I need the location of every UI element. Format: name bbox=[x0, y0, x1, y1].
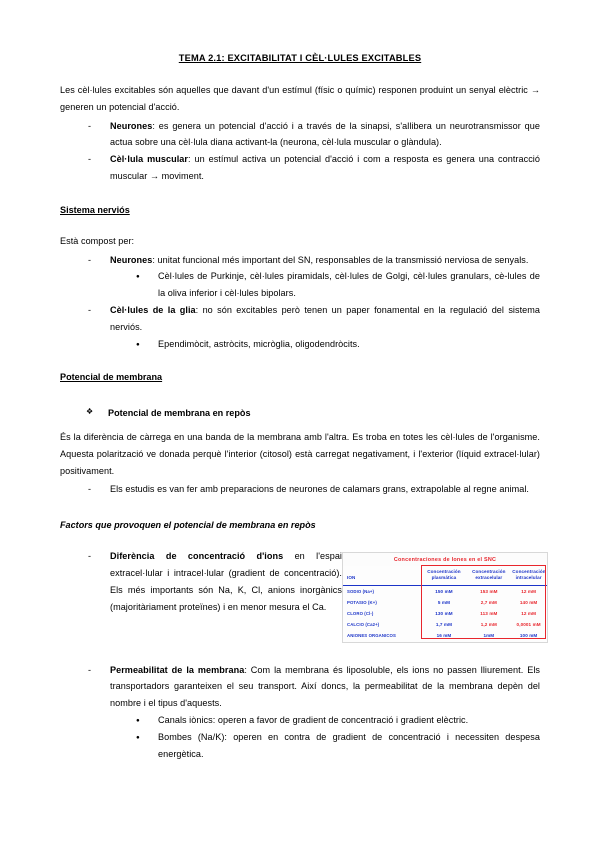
table-row bbox=[343, 630, 547, 641]
permeability-bullet-list bbox=[60, 662, 540, 763]
column-header-intracellular: Concentración intracelular bbox=[512, 569, 546, 580]
bullet-text: : Com la membrana és liposoluble, els ions no passen lliurement. Els transportadors garanteixen el seu transport. Així doncs, la permeabilitat de la membrana depèn del nombre i el tipus d'aquests. bbox=[110, 664, 540, 709]
ion-concentration-figure bbox=[342, 552, 548, 643]
cell-ion: ANIONES ORGANICOS bbox=[347, 633, 396, 639]
cell-ion: SODIO (Na+) bbox=[347, 588, 375, 594]
column-header-ion: ION bbox=[347, 574, 356, 580]
spacer bbox=[60, 422, 540, 429]
list-item: ● Canals iònics: operen a favor de gradient de concentració i gradient elèctric. bbox=[134, 712, 540, 729]
list-item: ● Bombes (Na/K): operen en contra de gradient de concentració i necessiten despesa energètica. bbox=[134, 729, 540, 763]
cell-intracellular: 12 mM bbox=[521, 611, 537, 617]
table-row bbox=[343, 608, 547, 619]
cell-intracellular: 0,0001 mM bbox=[516, 622, 541, 628]
heading-sistema-nervios: Sistema nerviós bbox=[60, 204, 130, 215]
heading-factors: Factors que provoquen el potencial de membrana en repòs bbox=[60, 520, 316, 531]
spacer bbox=[60, 534, 540, 548]
list-item bbox=[86, 548, 342, 615]
list-item: ● Cèl·lules de Purkinje, cèl·lules piramidals, cèl·lules de Golgi, cèl·lules granulars, cè-lules de la oliva inferior i cèl·lules bipolars. bbox=[134, 268, 540, 302]
cell-plasma: 130 mM bbox=[435, 611, 453, 617]
list-item bbox=[86, 118, 540, 152]
list-item bbox=[86, 151, 540, 185]
cell-plasma: 150 mM bbox=[435, 588, 453, 594]
cell-extracellular: 1,2 mM bbox=[480, 622, 497, 628]
table-row bbox=[343, 597, 547, 608]
bullet-text: : un estímul activa un potencial d'acció i com a resposta es genera una contracció muscular → moviment. bbox=[110, 154, 540, 182]
cell-extracellular: 2,7 mM bbox=[480, 599, 497, 605]
membrane-bullet-list bbox=[60, 481, 540, 498]
cell-extracellular: 153 mM bbox=[480, 588, 498, 594]
bullet-label: Neurones bbox=[110, 120, 153, 131]
cell-intracellular: 12 mM bbox=[521, 588, 537, 594]
nervous-system-bullet-list bbox=[60, 252, 540, 353]
bullet-label: Permeabilitat de la membrana bbox=[110, 664, 245, 675]
spacer bbox=[60, 498, 540, 517]
table-header-row bbox=[343, 566, 547, 585]
bullet-text: en l'espai extracel·lular i intracel·lular (gradient de concentració). Els més importants són Na, K, Cl, anions inorgànics (majoritàriament proteïnes) i en menor mesura el Ca. bbox=[110, 551, 342, 612]
column-header-plasma: Concentración plasmática bbox=[427, 569, 461, 580]
ion-table-figure-column bbox=[342, 548, 548, 643]
cell-intracellular: 100 mM bbox=[519, 633, 538, 639]
cell-ion: CALCIO (Ca2+) bbox=[347, 622, 380, 628]
cell-extracellular: 1mM bbox=[483, 633, 495, 639]
spacer bbox=[60, 386, 540, 405]
bullet-label: Neurones bbox=[110, 254, 153, 265]
bullet-label: Cèl·lula muscular bbox=[110, 154, 188, 165]
bullet-text: : unitat funcional més important del SN, responsables de la transmissió nerviosa de senyals. bbox=[152, 254, 529, 265]
cell-intracellular: 140 mM bbox=[519, 599, 538, 605]
ion-concentration-table bbox=[343, 566, 547, 642]
cell-ion: CLORO (Cl-) bbox=[347, 611, 374, 617]
nervous-system-sublist bbox=[110, 336, 540, 353]
intro-bullet-list bbox=[60, 118, 540, 185]
cell-plasma: 1,7 mM bbox=[435, 622, 453, 628]
factors-bullet-list bbox=[60, 548, 342, 615]
nervous-system-sublist bbox=[110, 268, 540, 302]
cell-plasma: 5 mM bbox=[437, 599, 451, 605]
table-row bbox=[343, 585, 547, 597]
nervous-system-lead: Està compost per: bbox=[60, 235, 135, 246]
page-title: TEMA 2.1: EXCITABILITAT I CÈL·LULES EXCITABLES bbox=[178, 53, 422, 63]
membrane-diamond-list bbox=[60, 405, 540, 422]
list-item: ● Ependimòcit, astròcits, micròglia, oligodendròcits. bbox=[134, 336, 540, 353]
ion-table-title: Concentraciones de Iones en el SNC bbox=[343, 553, 547, 566]
spacer bbox=[60, 643, 540, 662]
cell-plasma: 16 mM bbox=[436, 633, 452, 639]
column-header-extracellular: Concentración extracelular bbox=[472, 569, 506, 580]
spacer bbox=[60, 219, 540, 233]
factors-figure-row bbox=[60, 548, 546, 643]
cell-ion: POTASIO (K+) bbox=[347, 599, 377, 605]
intro-paragraph: Les cèl·lules excitables són aquelles que davant d'un estímul (físic o químic) responen produint un senyal elèctric → generen un potencial d'acció. bbox=[60, 85, 540, 112]
factors-text-column bbox=[60, 548, 342, 615]
list-item bbox=[86, 302, 540, 352]
table-row bbox=[343, 619, 547, 630]
bullet-label: Diferència de concentració d'ions bbox=[110, 551, 284, 562]
heading-potencial-de-membrana: Potencial de membrana bbox=[60, 372, 163, 383]
list-item: ❖ Potencial de membrana en repòs bbox=[86, 405, 540, 422]
cell-extracellular: 113 mM bbox=[480, 611, 498, 617]
list-item bbox=[86, 252, 540, 302]
list-item bbox=[86, 662, 540, 763]
membrane-paragraph: És la diferència de càrrega en una banda de la membrana amb l'altra. Es troba en totes les cèl·lules de l'organisme. Aquesta polarització ve donada perquè l'interior (citosol) està carregat negativament, i l'exterior (líquid extracel·lular) positivament. bbox=[60, 432, 540, 476]
permeability-sublist bbox=[110, 712, 540, 762]
bullet-text: : no són excitables però tenen un paper fonamental en la regulació del sistema nerviós. bbox=[110, 304, 541, 332]
bullet-label: Cèl·lules de la glia bbox=[110, 304, 196, 315]
bullet-text: : es genera un potencial d'acció i a través de la sinapsi, s'allibera un neurotransmissor que actua sobre una cèl·lula diana activant-la (neurona, cèl·lula muscular o glàndula). bbox=[110, 120, 540, 148]
list-item: - Els estudis es van fer amb preparacions de neurones de calamars grans, extrapolable al regne animal. bbox=[86, 481, 540, 498]
